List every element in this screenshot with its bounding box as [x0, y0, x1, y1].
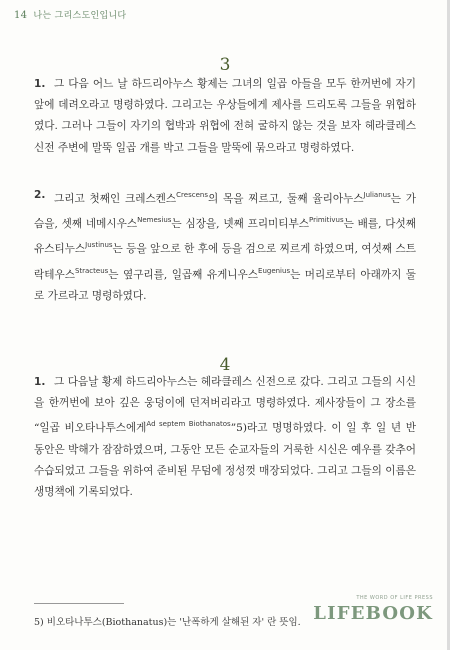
text-run: ”5)라고 명명하였다. 이 일 후 일 년 반 동안은 박해가 잠잠하였으며, 그동안 모든 순교자들의 거룩한 시신은 예우를 갖추어 수습되었고 그들을 위하여 준비된 무덤에 정성껏 매장되었다. 그리고 그들의 이름은 생명책에 기록되었다.: [34, 422, 416, 499]
text-run: 는 등을 앞으로 한 후에 등을 검으로 찌르게 하였으며, 여섯째 스트락테우스: [34, 243, 416, 281]
paragraph-text: [34, 185, 416, 307]
running-header: [14, 8, 126, 21]
latin-name-annotation: Eugenius: [258, 266, 291, 275]
latin-name-annotation: Julianus: [363, 191, 391, 199]
paragraph-number: 2.: [34, 189, 46, 201]
latin-name-annotation: Primitivus: [309, 216, 344, 225]
footnote: 5) 비오타나투스(Biothanatus)는 '난폭하게 살해된 자' 란 뜻임.: [34, 617, 301, 628]
paragraph-text: [34, 372, 416, 503]
publisher-tagline: THE WORD OF LIFE PRESS: [356, 595, 433, 601]
page-number: 14: [14, 10, 28, 21]
latin-name-annotation: Nemesius: [137, 216, 172, 225]
text-run: 는 가슴을, 셋째 네메시우스: [34, 193, 416, 231]
publisher-logo: [313, 595, 433, 624]
text-run: 는 심장을, 넷째 프리미티부스: [171, 218, 309, 231]
text-run: 그 다음날 황제 하드리아누스는 헤라클레스 신전으로 갔다. 그리고 그들의 시신을 한꺼번에 보아 깊은 웅덩이에 던져버리라고 명령하였다. 제사장들이 그 장소를 “일곱 비오타나투스에게: [34, 376, 416, 435]
latin-name-annotation: Justinus: [85, 241, 113, 250]
publisher-name: LIFEBOOK: [313, 603, 433, 624]
text-run: 그 다음 어느 날 하드리아누스 황제는 그녀의 일곱 아들을 모두 한꺼번에 자기 앞에 데려오라고 명령하였다. 그리고는 우상들에게 제사를 드리도록 그들을 위협하였다. 그러나 그들이 자기의 협박과 위협에 전혀 굴하지 않는 것을 보자 헤라클레스 신전 주변에 말뚝 일곱 개를 박고 그들을 말뚝에 묶으라고 명령하였다.: [34, 78, 416, 154]
latin-name-annotation: Crescens: [176, 191, 208, 199]
text-run: 는 머리로부터 아래까지 둘로 가르라고 명령하였다.: [34, 268, 416, 302]
paragraph-text: [34, 74, 416, 159]
paragraph-4-1: [34, 372, 416, 503]
section-number-4: 4: [219, 355, 231, 375]
paragraph-number: 1.: [34, 78, 46, 90]
paragraph-number: 1.: [34, 376, 46, 388]
section-number-3: 3: [219, 55, 231, 75]
text-run: 그리고 첫째인 크레스켄스: [54, 193, 177, 205]
latin-name-annotation: Ad septem Biothanatos: [146, 420, 231, 429]
text-run: 의 목을 찌르고, 둘째 율리아누스: [207, 193, 364, 205]
footnote-divider: [34, 603, 124, 604]
running-title: 나는 그리스도인입니다: [33, 11, 127, 21]
text-run: 는 배를, 다섯째 유스티누스: [34, 218, 416, 256]
paragraph-3-1: [34, 74, 416, 159]
text-run: 는 옆구리를, 일곱째 유게니우스: [108, 268, 259, 281]
paragraph-3-2: [34, 185, 416, 307]
latin-name-annotation: Stracteus: [74, 266, 109, 275]
